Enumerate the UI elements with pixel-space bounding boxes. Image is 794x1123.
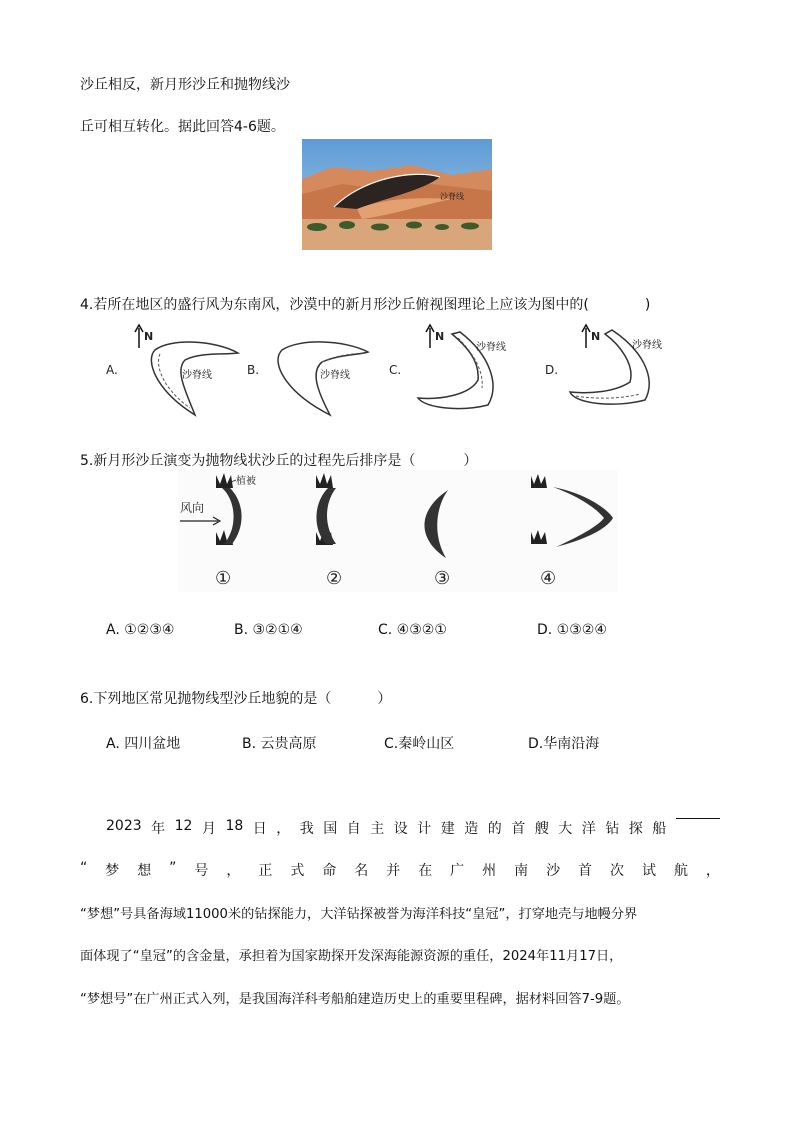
q6-option-c[interactable]: C.秦岭山区 xyxy=(384,736,455,752)
ridge-label: 沙脊线 xyxy=(440,192,464,201)
q6-stem: 6.下列地区常见抛物线型沙丘地貌的是（ ） xyxy=(80,691,392,707)
passage-line-1: 2023 年 12 月 18 日 ， 我 国 自 主 设 计 建 造 的 首 艘 大 洋 钻 探 船 xyxy=(106,818,720,838)
north-label: N xyxy=(591,330,601,343)
intro-line-1: 沙丘相反，新月形沙丘和抛物线沙 xyxy=(80,77,290,93)
north-label: N xyxy=(435,330,445,343)
vegetation-label: 植被 xyxy=(236,476,256,487)
dune-stage-4 xyxy=(553,487,613,547)
passage-line-3: “梦想”号具备海域11000米的钻探能力，大洋钻探被誉为海洋科技“皇冠”，打穿地壳与地幔分界 xyxy=(80,907,638,922)
wind-label: 风向 xyxy=(180,501,205,515)
vegetation-icon xyxy=(216,473,547,545)
q4-stem: 4.若所在地区的盛行风为东南风，沙漠中的新月形沙丘俯视图理论上应该为图中的( ) xyxy=(80,297,651,313)
q4-letter-a: A. xyxy=(106,363,118,377)
q4-dune-diagrams xyxy=(100,320,680,420)
stage-number-1: ① xyxy=(215,568,232,589)
ridge-label-a: 沙脊线 xyxy=(182,370,212,381)
q5-stem: 5.新月形沙丘演变为抛物线状沙丘的过程先后排序是（ ） xyxy=(80,453,478,469)
ridge-label-d: 沙脊线 xyxy=(632,340,662,351)
dash-line xyxy=(676,818,720,838)
stage-number-4: ④ xyxy=(540,568,557,589)
desert-dune-photo xyxy=(302,139,492,250)
dune-stage-3 xyxy=(424,490,448,558)
q5-option-d[interactable]: D. ①③②④ xyxy=(537,622,607,638)
q4-letter-d: D. xyxy=(545,363,559,377)
north-label: N xyxy=(144,330,154,343)
ridge-label-c: 沙脊线 xyxy=(476,342,506,353)
q6-option-b[interactable]: B. 云贵高原 xyxy=(242,736,317,752)
q6-option-a[interactable]: A. 四川盆地 xyxy=(106,736,181,752)
north-arrow-icon xyxy=(426,325,434,348)
q6-option-d[interactable]: D.华南沿海 xyxy=(528,736,600,752)
q5-option-a[interactable]: A. ①②③④ xyxy=(106,622,175,638)
q4-letter-c: C. xyxy=(389,363,402,377)
north-arrow-icon xyxy=(135,325,143,348)
stage-number-2: ② xyxy=(326,568,343,589)
q5-evolution-diagram xyxy=(178,470,618,592)
north-arrow-icon xyxy=(582,325,590,348)
ridge-label-b: 沙脊线 xyxy=(320,370,350,381)
q5-option-c[interactable]: C. ④③②① xyxy=(378,622,447,638)
stage-number-3: ③ xyxy=(434,568,451,589)
passage-line-2: “ 梦 想 ” 号 ， 正 式 命 名 并 在 广 州 南 沙 首 次 试 航 ， xyxy=(80,860,720,879)
q5-option-b[interactable]: B. ③②①④ xyxy=(234,622,303,638)
passage-line-4: 面体现了“皇冠”的含金量，承担着为国家勘探开发深海能源资源的重任，2024年11月17日， xyxy=(80,949,623,964)
q4-letter-b: B. xyxy=(247,363,260,377)
wind-arrow-icon xyxy=(180,517,220,525)
dune-stage-2 xyxy=(316,488,336,544)
passage-line-5: “梦想号”在广州正式入列，是我国海洋科考船舶建造历史上的重要里程碑，据材料回答7-9题。 xyxy=(80,992,630,1007)
intro-line-2: 丘可相互转化。据此回答4-6题。 xyxy=(80,119,285,135)
